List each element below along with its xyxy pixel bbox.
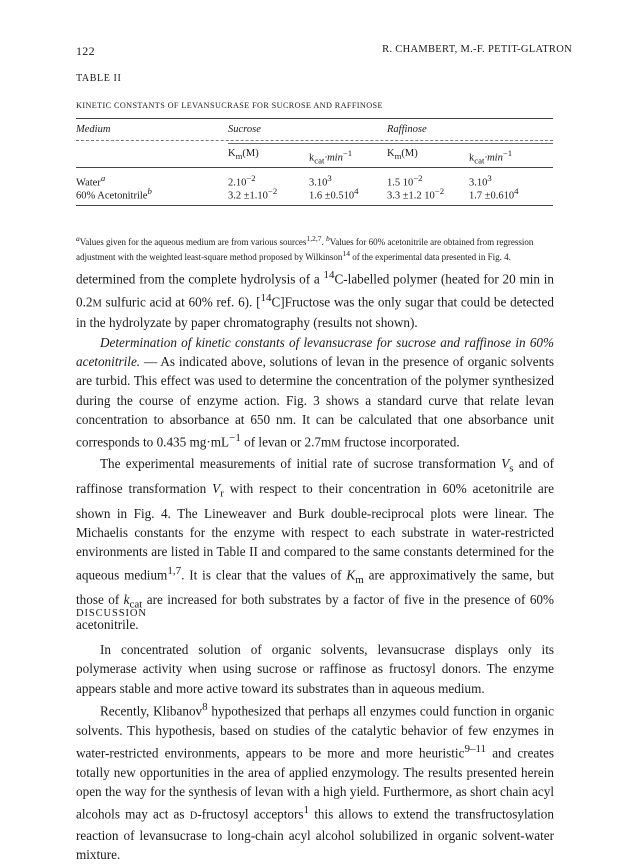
paragraph: determined from the complete hydrolysis of a $^{14}$C-labelled polymer (heated for 20 min in 0.2M sulfuric acid at 60% ref. 6). [$^{14}$C]Fructose was the only sugar that could be detected in the hydrolyzate by paper chromatography (results not shown). [76, 269, 555, 331]
subheader-km-sucrose: $K_m(M)$ [228, 148, 259, 162]
table-header-row [76, 124, 553, 144]
row-water-km-sucrose: $2.10^{-2}$ [228, 173, 256, 189]
section-heading-discussion: DISCUSSION [76, 608, 147, 619]
running-head-authors: R. CHAMBERT, M.-F. PETIT-GLATRON [382, 44, 572, 55]
header-raffinose: Raffinose [387, 124, 427, 135]
row-acetonitrile-km-sucrose: $3.2 \pm 1.10^{-2}$ [228, 186, 278, 202]
row-water-kcat-raffinose: 3.10$^3$ [469, 173, 492, 189]
subheader-kcat-sucrose: $k_{cat}\cdot\min^{-1}$ [309, 148, 353, 166]
table-footnote: $^a$Values given for the aqueous medium are from various sources$^{1,2,7}$. $^b$Values for 60% acetonitrile are obtained from regression adjustment with the weighted least-square method proposed by Wilkinson$^{14}$ of the experimental data presented in Fig. 4. [76, 234, 534, 263]
row-acetonitrile-kcat-sucrose: $1.6 \pm 0.510^4$ [309, 186, 359, 202]
table-subheader-rule [228, 143, 553, 144]
table-body-rule [76, 167, 553, 168]
paragraph: The experimental measurements of initial rate of sucrose transformation $V_s$ and of raffinose transformation $V_r$ with respect to their concentration in 60% acetonitrile are shown in Fig. 4. The Lineweaver and Burk double-reciprocal plots were linear. The Michaelis constants for the enzyme with respect to each substrate in water-restricted environments are listed in Table II and compared to the same constants determined for the aqueous medium$^{1,7}$. It is clear that the values of $K_m$ are approximatively the same, but those of $k_{cat}$ are increased for both substrates by a factor of five in the presence of 60% acetonitrile. [76, 455, 554, 632]
table-caption: KINETIC CONSTANTS OF LEVANSUCRASE FOR SUCROSE AND RAFFINOSE [76, 101, 383, 110]
paragraph: Determination of kinetic constants of levansucrase for sucrose and raffinose in 60% acetonitrile. — As indicated above, solutions of levan in the presence of organic solvents are turbid. This effect was used to determine the concentration of the polymer synthesized during the course of enzyme action. Fig. 3 shows a standard curve that relate levan concentration to absorbance at 650 nm. It can be calculated that one absorbance unit corresponds to 0.435 $mg\cdot mL^{-1}$ of levan or 2.7mM fructose incorporated. [76, 334, 554, 450]
body-text-discussion [76, 640, 554, 864]
row-water-km-raffinose: 1.5 $10^{-2}$ [387, 173, 423, 189]
paragraph: In concentrated solution of organic solvents, levansucrase displays only its polymerase activity when using sucrose or raffinose as fructosyl donors. The enzyme appears stable and more active toward its substrates than in aqueous medium. [76, 642, 554, 696]
row-acetonitrile-medium: 60% Acetonitrile$^b$ [76, 186, 152, 202]
paragraph-run-in-heading: Determination of kinetic constants of levansucrase for sucrose and raffinose in 60% acetonitrile. [76, 334, 554, 369]
header-medium: Medium [76, 124, 111, 135]
row-water-kcat-sucrose: 3.10$^3$ [309, 173, 332, 189]
page-number: 122 [76, 44, 95, 58]
subheader-km-raffinose: $K_m(M)$ [387, 148, 418, 162]
table-header-dashed-rule [76, 140, 553, 141]
paragraph: Recently, Klibanov$^8$ hypothesized that perhaps all enzymes could function in organic solvents. This hypothesis, based on studies of the catalytic behavior of few enzymes in water-restricted environments, appears to be more and more heuristic$^{9-11}$ and creates totally new opportunities in the area of applied enzymology. The results presented herein open the way for the synthesis of levan with a high yield. Furthermore, as short chain acyl alcohols may act as D-fructosyl acceptors$^1$ this allows to extend the transfructosylation reaction of levansucrase to long-chain acyl alcohol solubilized in organic solvent-water mixture. [76, 700, 554, 863]
row-water-medium: Water$^a$ [76, 173, 106, 189]
table-top-rule [76, 118, 553, 119]
body-text-upper [76, 266, 554, 634]
row-acetonitrile-km-raffinose: 3.3 ±1.2 $10^{-2}$ [387, 186, 445, 202]
header-sucrose: Sucrose [228, 124, 261, 135]
table-subheader-row [76, 148, 553, 168]
table-row [76, 186, 553, 202]
subheader-kcat-raffinose: $k_{cat}\cdot\min^{-1}$ [469, 148, 513, 166]
row-acetonitrile-kcat-raffinose: $1.7 \pm 0.610^4$ [469, 186, 519, 202]
table-label: TABLE II [76, 73, 122, 84]
table-bottom-rule [76, 205, 553, 206]
